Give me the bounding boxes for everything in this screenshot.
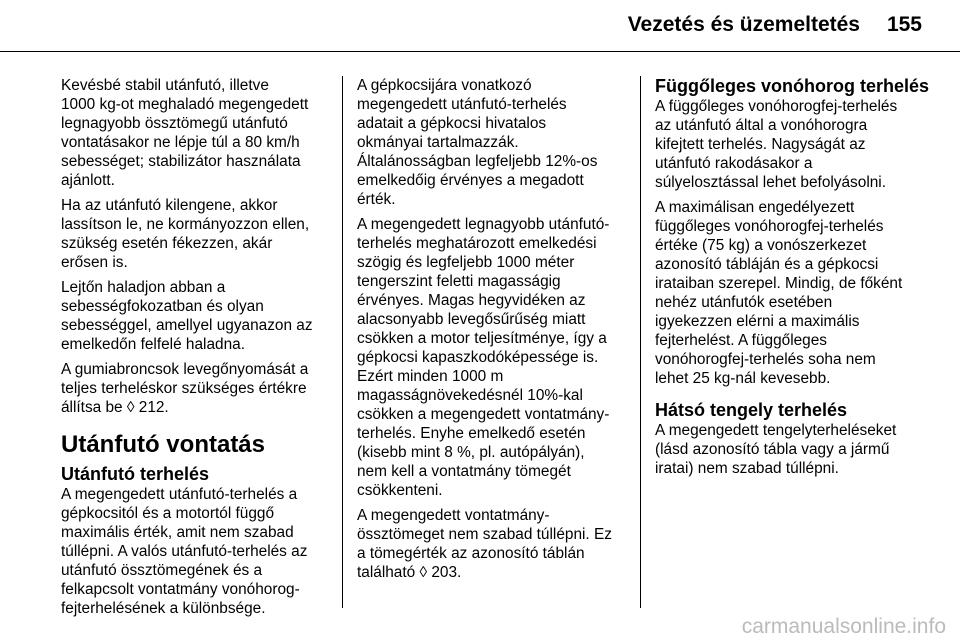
column-divider: [640, 76, 641, 608]
paragraph: Kevésbé stabil utánfutó, illetve 1000 kg-ot meghaladó megengedett legnagyobb össztömegű utánfutó vontatásakor ne lépje túl a 80 km/h sebességet; stabilizátor használata ajánlott.: [61, 77, 309, 189]
subsection-heading: Függőleges vonóhorog terhelés: [655, 76, 930, 96]
paragraph: A maximálisan engedélyezett függőleges vonóhorogfej-terhelés értéke (75 kg) a vonószerkezet azonosító tábláján és a gépkocsi irataiban szerepel. Mindig, de főként nehéz utánfutók esetében igyekezzen elérni a maximális fejterhelést. A függőleges vonóhorogfej-terhelés soha nem lehet 25 kg-nál kevesebb.: [655, 199, 903, 387]
paragraph: Ha az utánfutó kilengene, akkor lassítson le, ne kormányozzon ellen, szükség esetén fékezzen, akár erősen is.: [61, 197, 310, 271]
paragraph: Lejtőn haladjon abban a sebességfokozatban és olyan sebességgel, amellyel ugyanazon az emelkedőn felfelé haladna.: [61, 279, 313, 353]
paragraph: A gumiabroncsok levegőnyomását a teljes terheléskor szükséges értékre állítsa be ◊ 212.: [61, 361, 309, 416]
subsection-heading: Utánfutó terhelés: [61, 464, 210, 484]
paragraph: A megengedett legnagyobb utánfutó- terhelés meghatározott emelkedési szögig és legfeljebb 1000 méter tengerszint feletti magasságig érvényes. Magas hegyvidéken az alacsonyabb levegősűrűség miatt csökken a motor teljesítménye, így a gépkocsi kapaszkodóképessége is. Ezért minden 1000 m magasságnövekedésnél 10%-kal csökken a megengedett vontatmány- terhelés. Enyhe emelkedő esetén (kisebb mint 8 %, pl. autópályán), nem kell a vontatmány tömegét csökkenteni.: [357, 216, 610, 499]
section-heading: Utánfutó vontatás: [61, 431, 265, 458]
page-header: [0, 0, 960, 52]
column-middle: [357, 76, 629, 588]
paragraph: A függőleges vonóhorogfej-terhelés az utánfutó által a vonóhorogra kifejtett terhelés. Nagyságát az utánfutó rakodásakor a súlyelosztással lehet befolyásolni.: [655, 98, 898, 191]
paragraph: A megengedett vontatmány- össztömeget nem szabad túllépni. Ez a tömegérték az azonosító táblán található ◊ 203.: [357, 507, 612, 581]
paragraph: A megengedett tengelyterheléseket (lásd azonosító tábla vagy a jármű iratai) nem szabad túllépni.: [655, 422, 897, 477]
page-number: 155: [886, 13, 922, 36]
subsection-heading: Hátsó tengely terhelés: [655, 400, 848, 420]
watermark: carmanualsonline.info: [741, 615, 946, 638]
column-left: [61, 76, 333, 624]
paragraph: A megengedett utánfutó-terhelés a gépkocsitól és a motortól függő maximális érték, amit nem szabad túllépni. A valós utánfutó-terhelés az utánfutó össztömegének és a felkapcsolt vontatmány vonóhorog- fejterhelésének a különbsége.: [61, 486, 308, 617]
page-title: Vezetés és üzemeltetés: [627, 13, 860, 36]
column-right: [655, 76, 930, 484]
column-divider: [342, 76, 343, 608]
paragraph: A gépkocsijára vonatkozó megengedett utánfutó-terhelés adatait a gépkocsi hivatalos okmányai tartalmazzák. Általánosságban legfeljebb 12%-os emelkedőig érvényes a megadott érték.: [357, 77, 598, 208]
